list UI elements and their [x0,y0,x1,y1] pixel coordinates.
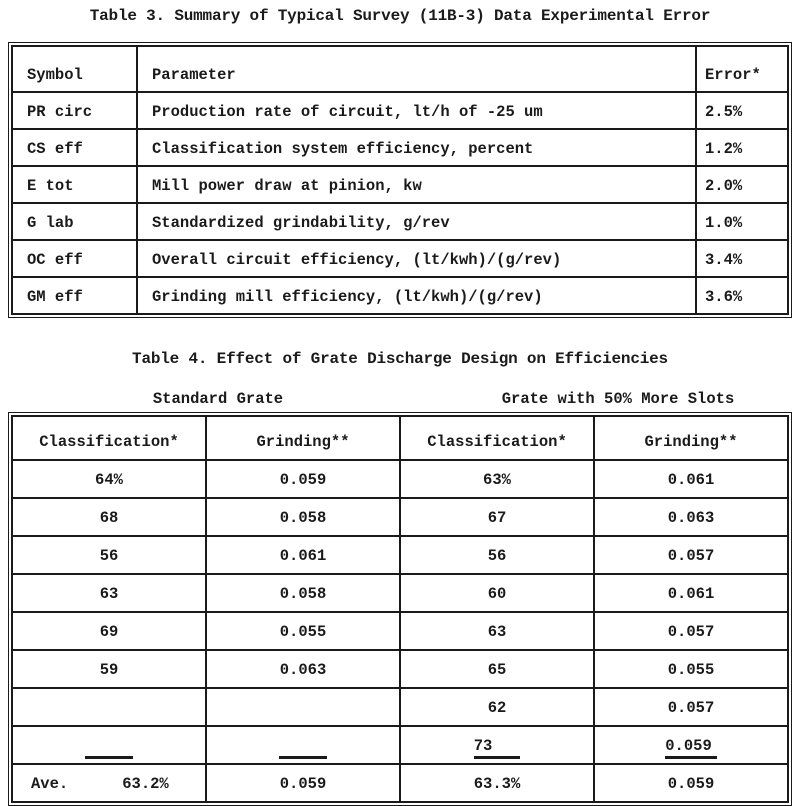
table3-cell-parameter: Classification system efficiency, percent [137,129,696,166]
table3-cell-symbol: OC eff [12,240,137,277]
table4-cell: 0.058 [206,574,400,612]
table4-row-average [12,764,788,802]
table3-cell-error: 2.0% [696,166,788,203]
table3-cell-error: 1.0% [696,203,788,240]
table3-cell-parameter: Production rate of circuit, lt/h of -25 um [137,92,696,129]
table4 [8,412,792,806]
average-value: 63.2% [122,775,169,793]
table4-cell [206,688,400,726]
table4-row-data [12,498,788,536]
underlined-total: 73 [474,737,521,759]
table3-cell-error: 3.6% [696,277,788,314]
table4-cell: 68 [12,498,206,536]
table4-cell [400,726,594,764]
table4-cell: 56 [400,536,594,574]
table3-cell-symbol: CS eff [12,129,137,166]
underlined-total: 0.059 [665,737,717,759]
table3-row [12,203,788,240]
average-label: Ave. [31,775,69,793]
blank-sum-rule [85,756,133,759]
table4-cell: 65 [400,650,594,688]
table3-cell-parameter: Grinding mill efficiency, (lt/kwh)/(g/rev) [137,277,696,314]
table4-cell [12,688,206,726]
table4-title: Table 4. Effect of Grate Discharge Design on Efficiencies [132,350,668,368]
table3-cell-symbol: E tot [12,166,137,203]
table3-col-parameter: Parameter [137,46,696,92]
table4-cell: 0.063 [206,650,400,688]
table4-cell: 0.057 [594,536,788,574]
table4-row-data [12,688,788,726]
table3-col-error: Error* [696,46,788,92]
table3-col-symbol: Symbol [12,46,137,92]
table4-cell: 63% [400,460,594,498]
table3-cell-symbol: GM eff [12,277,137,314]
blank-sum-rule [279,756,327,759]
table4-group-labels [8,390,792,408]
table4-cell [12,726,206,764]
table4-cell: 0.061 [594,460,788,498]
table4-col-classification-slots: Classification* [400,416,594,460]
table4-cell: 67 [400,498,594,536]
table3-cell-error: 1.2% [696,129,788,166]
table4-cell: 0.058 [206,498,400,536]
table4-cell: 69 [12,612,206,650]
table3-cell-symbol: PR circ [12,92,137,129]
table4-cell: 64% [12,460,206,498]
table4-cell: 0.061 [206,536,400,574]
table3-row [12,166,788,203]
table4-cell [594,726,788,764]
table4-row-data [12,650,788,688]
table4-col-classification-std: Classification* [12,416,206,460]
table3 [8,42,792,318]
table3-row [12,129,788,166]
table4-cell: 63 [400,612,594,650]
table4-header-row [12,416,788,460]
average-cell [15,775,203,793]
group-label-more-slots: Grate with 50% More Slots [501,390,735,408]
table4-cell: 0.059 [594,764,788,802]
table4-cell: 0.057 [594,688,788,726]
table4-col-grinding-slots: Grinding** [594,416,788,460]
table4-col-grinding-std: Grinding** [206,416,400,460]
table4-cell: 62 [400,688,594,726]
table4-cell: 0.057 [594,612,788,650]
table3-row [12,277,788,314]
table4-row-sumline [12,726,788,764]
table4-cell: 0.055 [206,612,400,650]
table4-cell: 0.061 [594,574,788,612]
table4-cell: 0.055 [594,650,788,688]
table4-row-data [12,536,788,574]
table3-cell-error: 2.5% [696,92,788,129]
table3-cell-symbol: G lab [12,203,137,240]
table4-row-data [12,574,788,612]
table3-row [12,92,788,129]
table3-row [12,240,788,277]
table3-title: Table 3. Summary of Typical Survey (11B-3) Data Experimental Error [89,7,711,25]
table4-cell: 0.063 [594,498,788,536]
table4-cell: 0.059 [206,460,400,498]
table3-cell-parameter: Standardized grindability, g/rev [137,203,696,240]
table4-cell: 63 [12,574,206,612]
table4-row-data [12,460,788,498]
table3-cell-error: 3.4% [696,240,788,277]
table4-cell: 0.059 [206,764,400,802]
table4-row-data [12,612,788,650]
table4-cell [12,764,206,802]
table4-cell: 60 [400,574,594,612]
table3-header-row [12,46,788,92]
table4-cell: 59 [12,650,206,688]
group-label-standard-grate: Standard Grate [152,390,284,408]
table4-cell: 56 [12,536,206,574]
table3-cell-parameter: Overall circuit efficiency, (lt/kwh)/(g/rev) [137,240,696,277]
table4-cell [206,726,400,764]
table4-cell: 63.3% [400,764,594,802]
table3-cell-parameter: Mill power draw at pinion, kw [137,166,696,203]
